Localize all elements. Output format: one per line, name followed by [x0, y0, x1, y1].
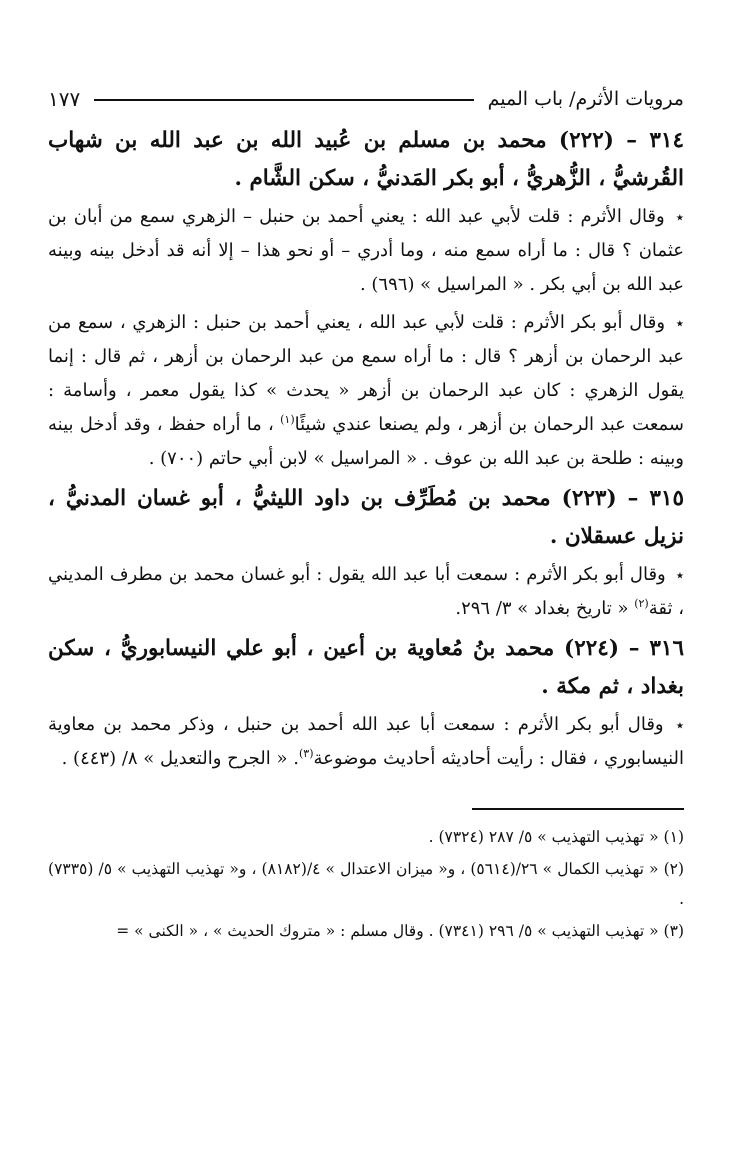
footnote-ref[interactable]: (٣): [298, 747, 314, 760]
paragraph: [48, 200, 684, 302]
entry-heading: ٣١٤ – (٢٢٢) محمد بن مسلم بن عُبيد الله بن عبد الله بن شهاب القُرشيُّ ، الزُّهريُّ ، أبو بكر المَدنيُّ ، سكن الشَّام .: [48, 128, 684, 191]
bullet-icon: ٭: [675, 208, 684, 226]
paragraph-text-cont: « تاريخ بغداد » ٣/ ٢٩٦.: [455, 598, 635, 619]
bullet-icon: ٭: [675, 314, 684, 332]
paragraph-text-cont: . « الجرح والتعديل » ٨/ (٤٤٣) .: [61, 748, 299, 769]
running-header: [48, 86, 684, 112]
footnote: (٢) « تهذيب الكمال » ٢٦/(٥٦١٤) ، و« ميزان الاعتدال » ٤/(٨١٨٢) ، و« تهذيب التهذيب » ٥/ (٧٣٣٥) .: [48, 860, 685, 908]
header-rule: [94, 99, 473, 101]
paragraph: [48, 306, 684, 476]
paragraph-text-cont: ، ما أراه حفظ ، وقد أدخل بينه وبينه : طلحة بن عبد الله بن عوف . « المراسيل » لابن أبي حاتم (٧٠٠) .: [48, 414, 684, 469]
bullet-icon: ٭: [675, 716, 684, 734]
bullet-icon: ٭: [675, 566, 684, 584]
footnote: (١) « تهذيب التهذيب » ٥/ ٢٨٧ (٧٣٢٤) .: [428, 828, 684, 846]
footnote-separator: [48, 780, 684, 822]
footnotes: [48, 822, 684, 946]
footnote-rule: [472, 808, 684, 810]
paragraph: [48, 558, 684, 626]
page-number: ١٧٧: [48, 87, 81, 111]
entry-heading: ٣١٦ – (٢٢٤) محمد بنُ مُعاوية بن أعين ، أبو علي النيسابوريُّ ، سكن بغداد ، ثم مكة .: [48, 636, 684, 699]
footnote: (٣) « تهذيب التهذيب » ٥/ ٢٩٦ (٧٣٤١) . وقال مسلم : « متروك الحديث » ، « الكنى » =: [116, 922, 684, 940]
paragraph-text: وقال أبو بكر الأثرم : قلت لأبي عبد الله ، يعني أحمد بن حنبل : الزهري ، سمع من عبد الرحمان بن أزهر ؟ قال : ما أراه سمع من عبد الرحمان بن أزهر ، ثم قال : إنما يقول الزهري : كان عبد الرحمان بن أزهر « يحدث » كذا يقول معمر ، وأسامة : سمعت عبد الرحمان بن أزهر ، ولم يصنعا عندي شيئًا: [48, 312, 685, 435]
paragraph: [48, 708, 684, 776]
paragraph-text: وقال الأثرم : قلت لأبي عبد الله : يعني أحمد بن حنبل – الزهري سمع من أبان بن عثمان ؟ قال : ما أراه سمع منه ، وما أدري – أو نحو هذا – إلا أنه قد أدخل بينه وبينه عبد الله بن أبي بكر . « المراسيل » (٦٩٦) .: [48, 206, 684, 295]
paragraph-text: وقال أبو بكر الأثرم : سمعت أبا عبد الله أحمد بن حنبل ، وذكر محمد بن معاوية النيسابوري ، فقال : رأيت أحاديثه أحاديث موضوعة: [48, 714, 684, 769]
header-title: مرويات الأثرم/ باب الميم: [487, 88, 684, 110]
paragraph-text: وقال أبو بكر الأثرم : سمعت أبا عبد الله يقول : أبو غسان محمد بن مطرف المديني ، ثقة: [48, 564, 684, 619]
footnote-ref[interactable]: (٢): [634, 597, 649, 610]
entry-heading: ٣١٥ – (٢٢٣) محمد بن مُطَرِّف بن داود الليثيُّ ، أبو غسان المدنيُّ ، نزيل عسقلان .: [48, 486, 684, 549]
footnote-ref[interactable]: (١): [280, 413, 295, 426]
